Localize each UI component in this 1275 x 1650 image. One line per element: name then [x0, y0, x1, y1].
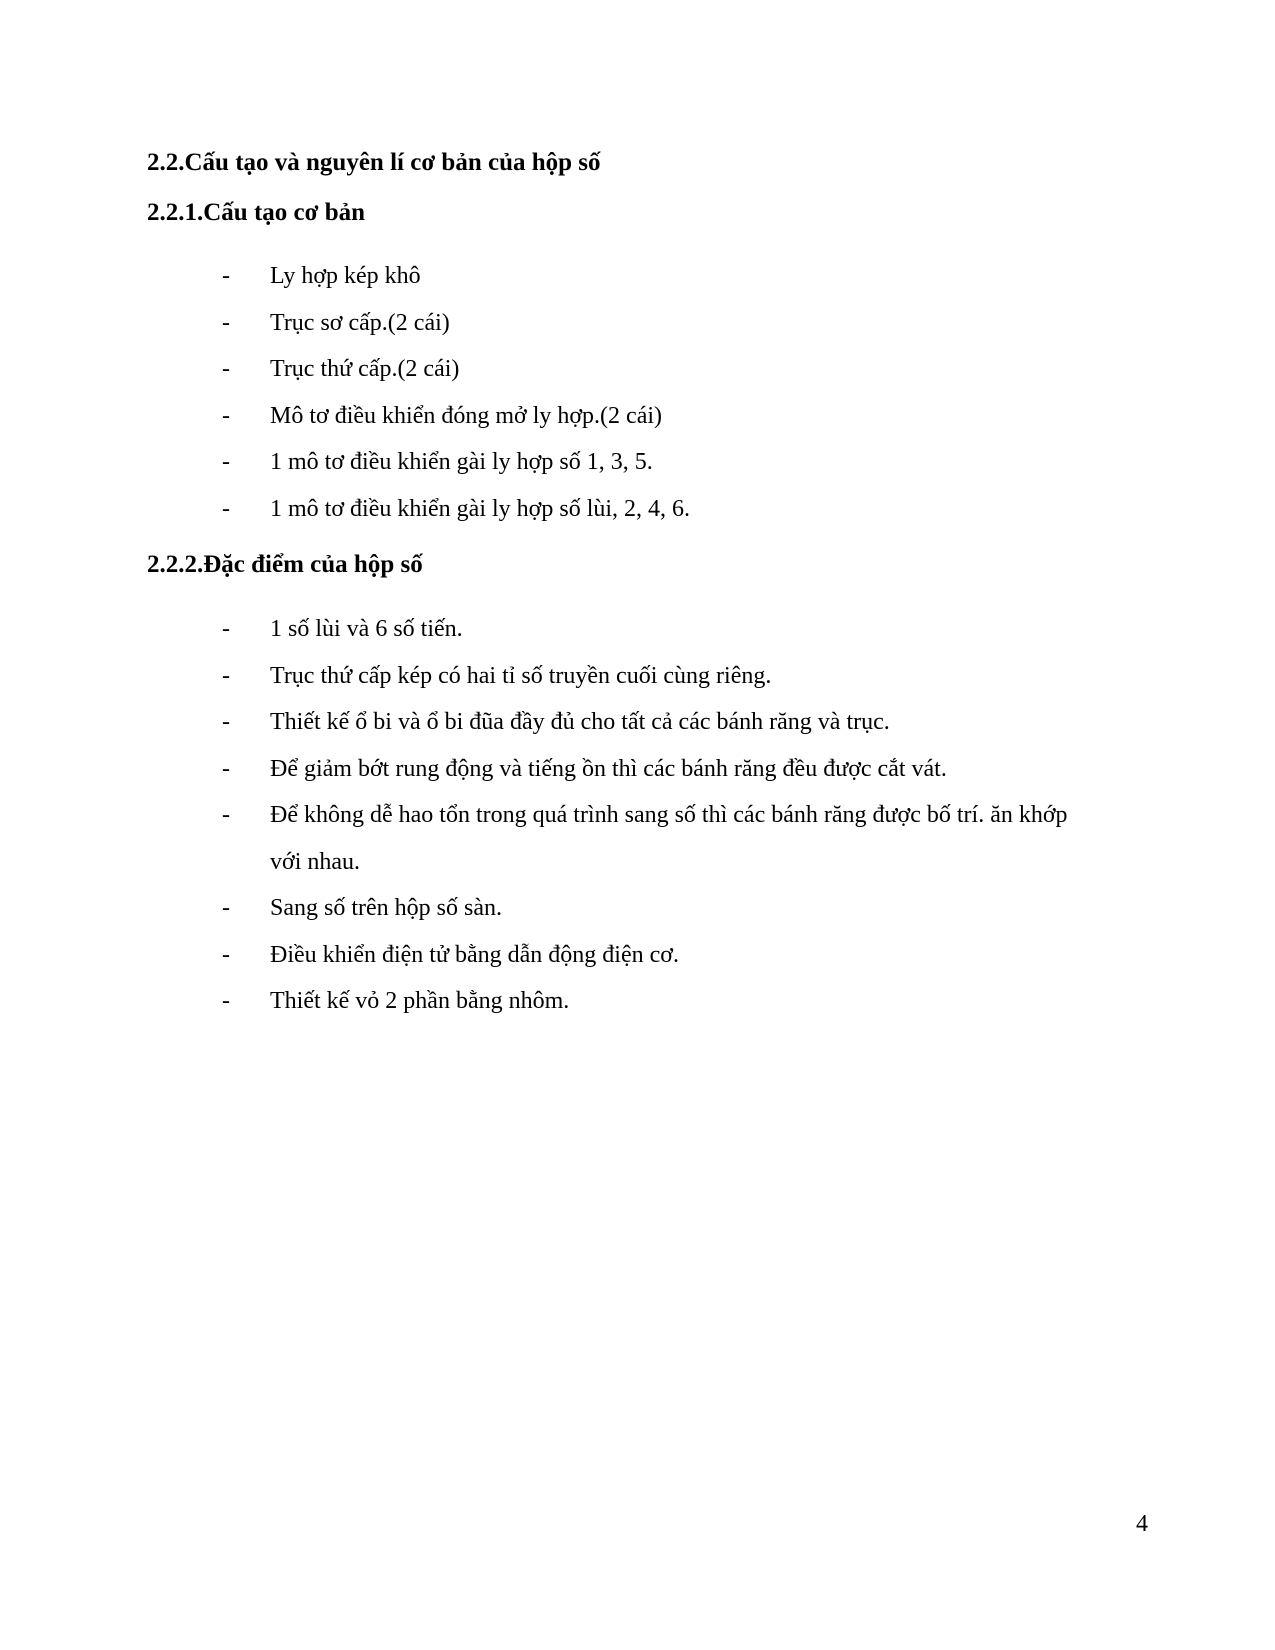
subsection-heading-structure: 2.2.1.Cấu tạo cơ bản [147, 199, 366, 226]
list-item-text: Trục thứ cấp.(2 cái) [270, 356, 460, 382]
bullet-dash: - [222, 709, 230, 735]
list-item-text: Thiết kế vỏ 2 phần bằng nhôm. [270, 988, 570, 1014]
subsection-heading-features: 2.2.2.Đặc điểm của hộp số [147, 551, 423, 578]
bullet-dash: - [222, 263, 230, 289]
bullet-dash: - [222, 356, 230, 382]
bullet-dash: - [222, 662, 230, 689]
bullet-dash: - [222, 941, 230, 968]
list-item-text: Để không dễ hao tổn trong quá trình sang số thì các bánh răng được bố trí. ăn khớp với nhau. [270, 802, 1068, 875]
bullet-dash: - [222, 755, 230, 782]
list-item-text: 1 mô tơ điều khiển gài ly hợp số 1, 3, 5. [270, 449, 653, 475]
bullet-dash: - [222, 402, 230, 429]
list-item-text: Sang số trên hộp số sàn. [270, 895, 502, 921]
list-item-text: Trục thứ cấp kép có hai tỉ số truyền cuối cùng riêng. [270, 662, 772, 689]
bullet-dash: - [222, 988, 230, 1014]
section-heading-main: 2.2.Cấu tạo và nguyên lí cơ bản của hộp số [147, 149, 601, 176]
bullet-dash: - [222, 449, 230, 475]
list-item-text: 1 mô tơ điều khiển gài ly hợp số lùi, 2, 4, 6. [270, 495, 691, 522]
bullet-dash: - [222, 802, 230, 828]
bullet-dash: - [222, 309, 230, 336]
list-item-text: Điều khiển điện tử bằng dẫn động điện cơ. [270, 941, 679, 968]
list-item-text: 1 số lùi và 6 số tiến. [270, 616, 463, 642]
list-item-text: Mô tơ điều khiển đóng mở ly hợp.(2 cái) [270, 402, 663, 429]
list-item-text: Trục sơ cấp.(2 cái) [270, 309, 450, 336]
page-number: 4 [1136, 1511, 1148, 1537]
bullet-dash: - [222, 616, 230, 642]
bullet-dash: - [222, 495, 230, 522]
list-item-text: Để giảm bớt rung động và tiếng ồn thì các bánh răng đều được cắt vát. [270, 755, 947, 782]
list-item-text: Thiết kế ổ bi và ổ bi đũa đầy đủ cho tất cả các bánh răng và trục. [270, 709, 890, 735]
list-item-text: Ly hợp kép khô [270, 263, 421, 289]
bullet-dash: - [222, 895, 230, 921]
